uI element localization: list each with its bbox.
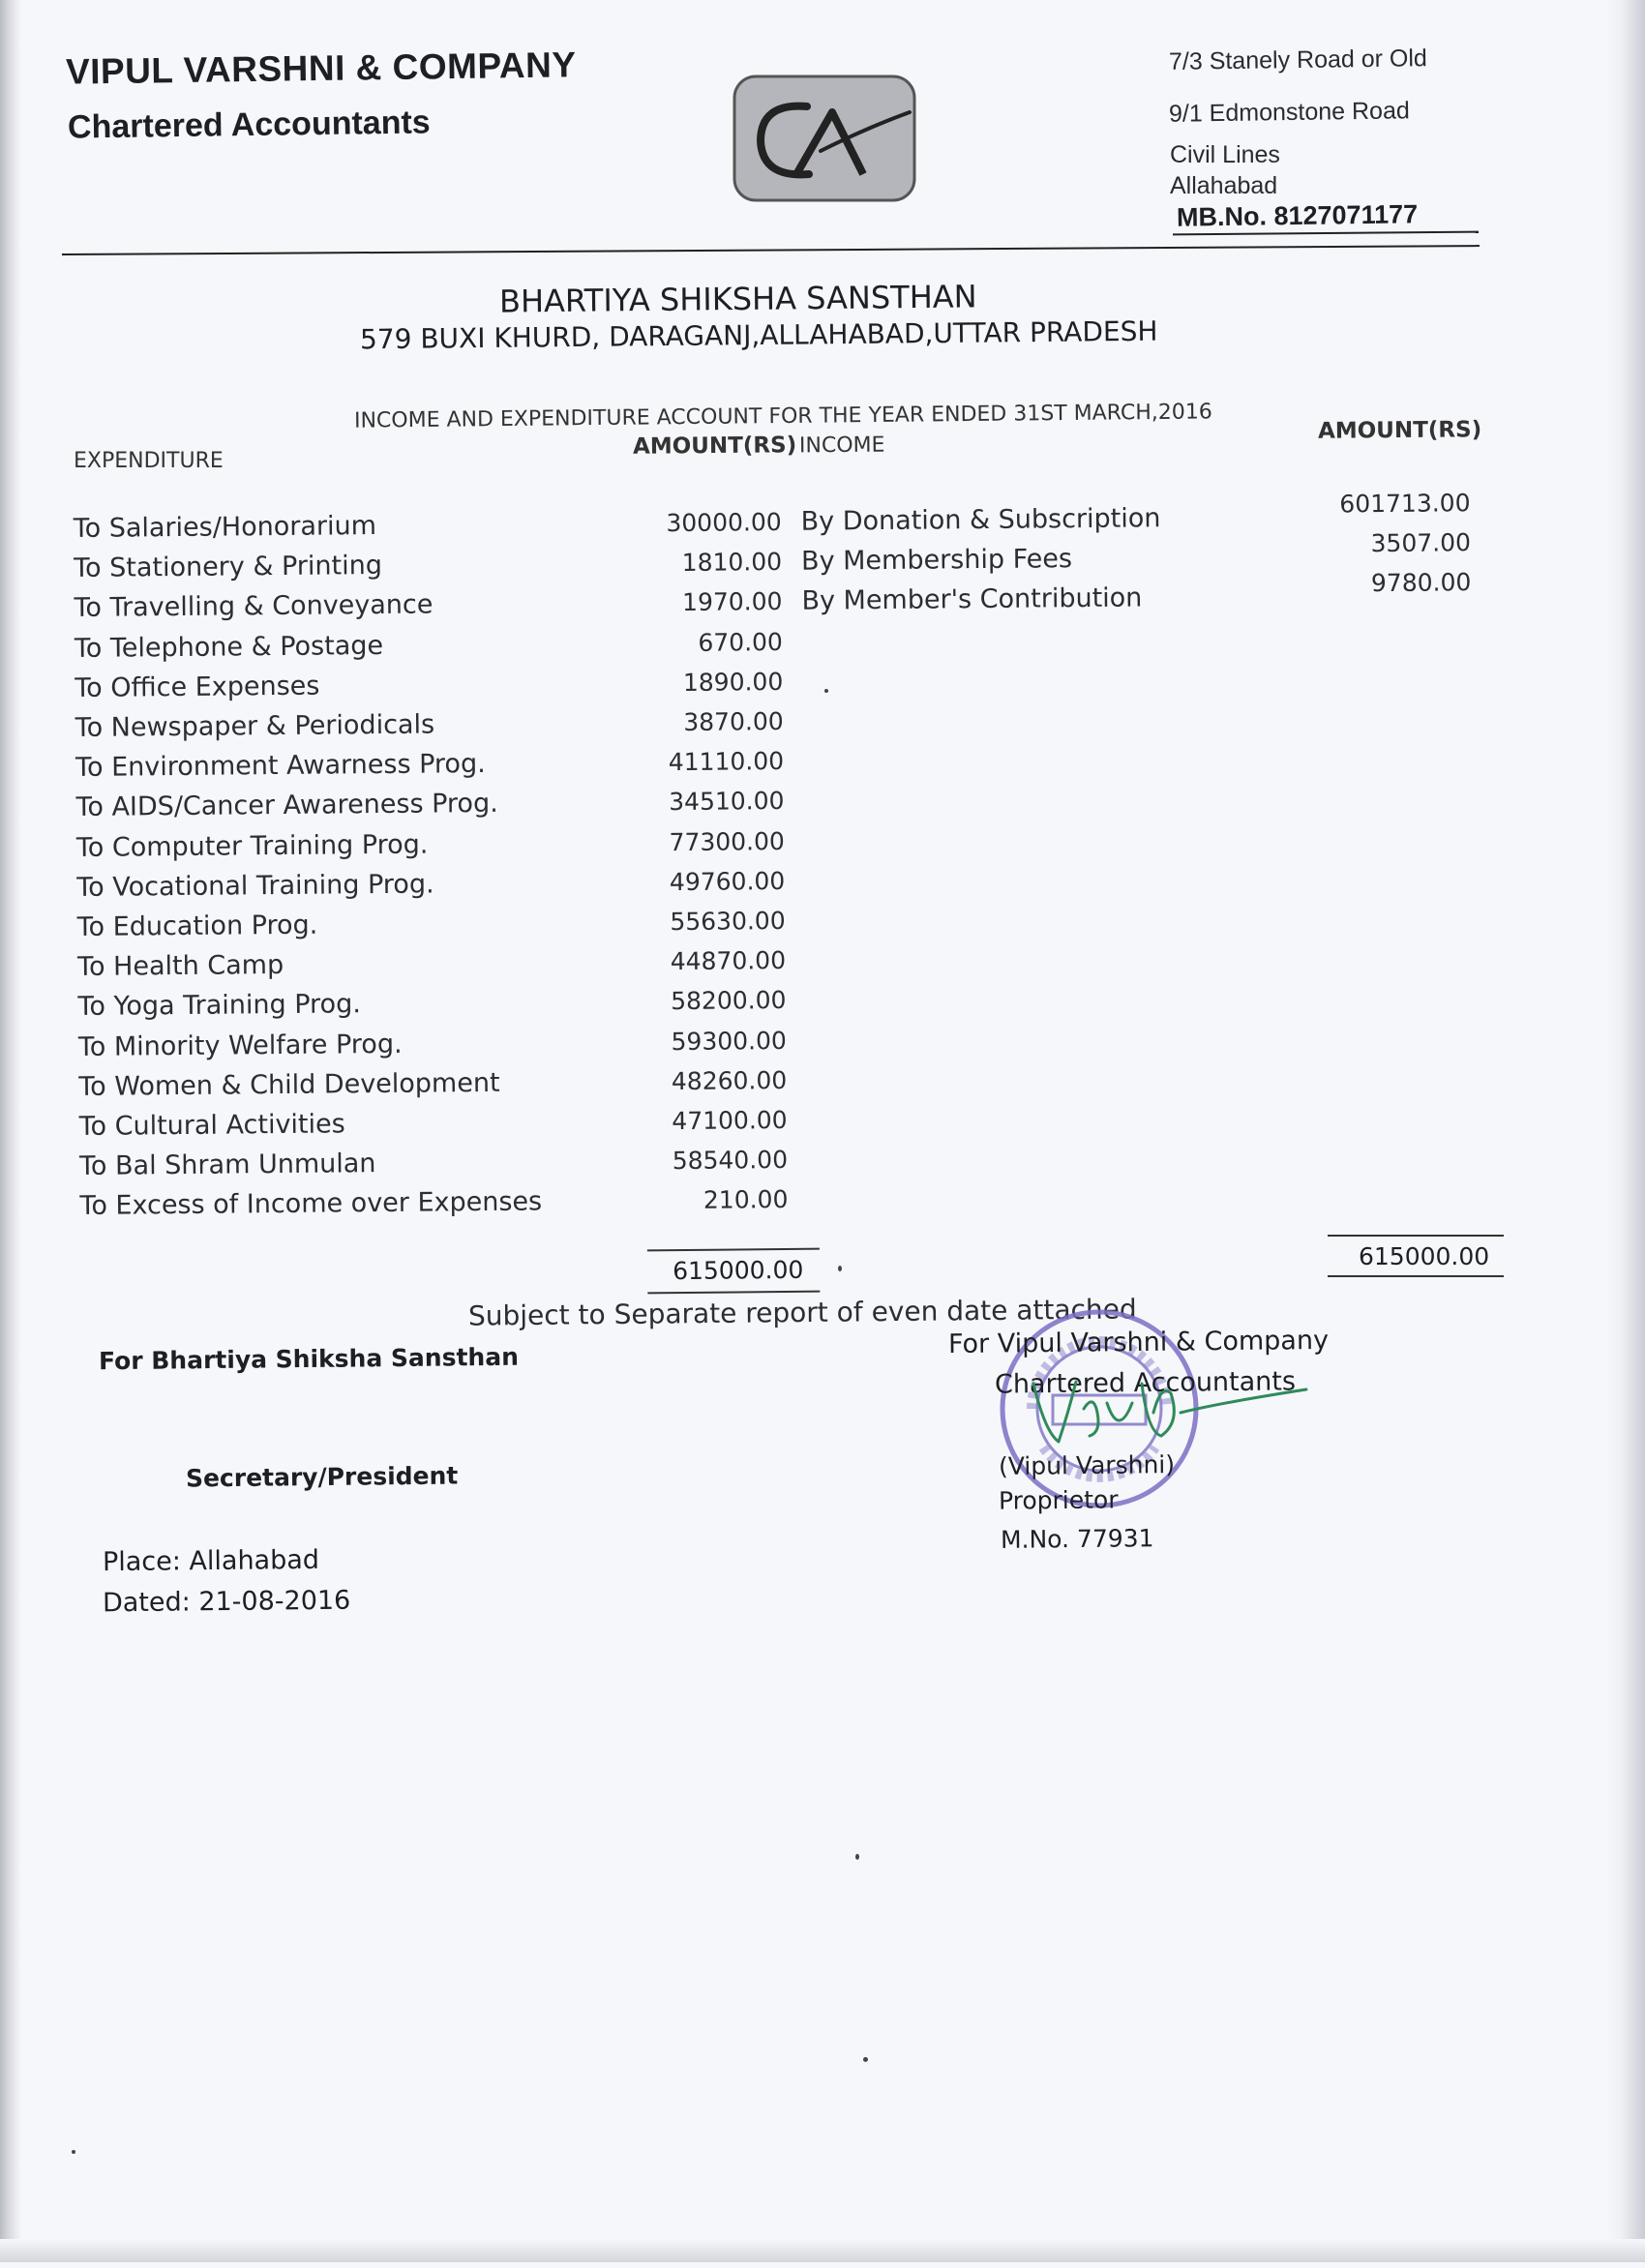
expenditure-item-label: To Computer Training Prog. (75, 829, 429, 864)
proprietor-name: (Vipul Varshni) (998, 1450, 1176, 1480)
scan-speck (72, 2150, 75, 2154)
address-line-1: 7/3 Stanely Road or Old (1168, 45, 1428, 75)
expenditure-item-label: To Women & Child Development (78, 1067, 500, 1102)
expenditure-item-label: To AIDS/Cancer Awareness Prog. (75, 788, 498, 823)
for-organization: For Bhartiya Shiksha Sansthan (98, 1342, 520, 1376)
statement-title: INCOME AND EXPENDITURE ACCOUNT FOR THE YEAR ENDED 31ST MARCH,2016 (353, 400, 1212, 433)
address-line-4: Allahabad (1170, 172, 1278, 199)
expenditure-item-label: To Telephone & Postage (74, 630, 384, 665)
place: Place: Allahabad (102, 1544, 320, 1578)
expenditure-item-label: To Excess of Income over Expenses (79, 1186, 543, 1221)
organization-signatory: Secretary/President (185, 1461, 459, 1493)
firm-type: Chartered Accountants (67, 104, 431, 146)
expenditure-item-label: To Salaries/Honorarium (73, 511, 377, 545)
income-item-amount: 601713.00 (1339, 489, 1471, 519)
expenditure-item-label: To Minority Welfare Prog. (77, 1029, 403, 1062)
total-income: 615000.00 (1359, 1242, 1490, 1270)
total-income-rule-top (1328, 1235, 1504, 1237)
address-line-3: Civil Lines (1170, 141, 1280, 168)
expenditure-item-amount: 41110.00 (668, 746, 785, 777)
expenditure-item-amount: 30000.00 (666, 507, 782, 538)
expenditure-item-amount: 77300.00 (669, 826, 786, 857)
expenditure-item-amount: 58200.00 (671, 985, 787, 1016)
income-item-label: By Member's Contribution (801, 582, 1143, 616)
scan-speck (824, 689, 828, 693)
expenditure-item-amount: 1890.00 (682, 667, 784, 697)
expenditure-item-amount: 48260.00 (671, 1065, 788, 1096)
expenditure-item-amount: 58540.00 (672, 1145, 789, 1176)
expenditure-item-amount: 55630.00 (670, 906, 786, 937)
expenditure-item-amount: 47100.00 (672, 1105, 788, 1136)
firm-designation: Chartered Accountants (994, 1366, 1297, 1400)
header-amount-expenditure: AMOUNT(RS) (632, 433, 797, 460)
expenditure-item-amount: 210.00 (703, 1184, 789, 1214)
total-expenditure-rule-top (647, 1248, 820, 1252)
expenditure-item-amount: 1970.00 (681, 586, 783, 616)
expenditure-item-label: To Cultural Activities (78, 1109, 345, 1142)
proprietor-title: Proprietor (998, 1485, 1119, 1515)
expenditure-item-label: To Health Camp (76, 949, 284, 983)
total-expenditure-rule-bottom (647, 1291, 820, 1295)
expenditure-item-label: To Newspaper & Periodicals (75, 709, 435, 744)
subject-note: Subject to Separate report of even date attached (467, 1293, 1137, 1332)
firm-name: VIPUL VARSHNI & COMPANY (65, 45, 577, 92)
header-expenditure: EXPENDITURE (74, 449, 224, 473)
expenditure-item-amount: 59300.00 (671, 1026, 787, 1057)
for-firm: For Vipul Varshni & Company (947, 1325, 1330, 1360)
scan-speck (855, 1854, 859, 1860)
income-item-label: By Donation & Subscription (800, 503, 1161, 537)
scan-speck (838, 1266, 842, 1271)
expenditure-item-amount: 44870.00 (670, 945, 787, 976)
expenditure-item-amount: 3870.00 (683, 706, 784, 736)
expenditure-item-amount: 670.00 (698, 627, 784, 657)
expenditure-item-label: To Travelling & Conveyance (74, 589, 434, 624)
total-expenditure: 615000.00 (672, 1255, 804, 1286)
expenditure-item-amount: 34510.00 (669, 786, 785, 817)
total-income-rule-bottom (1328, 1275, 1504, 1277)
header-income: INCOME (798, 433, 885, 459)
date: Dated: 21-08-2016 (102, 1585, 351, 1619)
scan-speck (863, 2057, 868, 2062)
expenditure-item-label: To Vocational Training Prog. (76, 869, 434, 904)
expenditure-item-label: To Yoga Training Prog. (77, 989, 361, 1022)
expenditure-item-amount: 49760.00 (669, 866, 786, 897)
expenditure-item-label: To Office Expenses (75, 671, 320, 704)
expenditure-item-label: To Bal Shram Unmulan (78, 1149, 376, 1181)
header-amount-income: AMOUNT(RS) (1317, 417, 1482, 444)
membership-number: M.No. 77931 (1000, 1524, 1154, 1554)
income-item-amount: 9780.00 (1370, 568, 1472, 598)
address-line-2: 9/1 Edmonstone Road (1168, 97, 1410, 128)
income-item-label: By Membership Fees (800, 544, 1073, 577)
expenditure-item-label: To Education Prog. (76, 910, 318, 943)
proprietor-signature (1026, 1355, 1316, 1461)
expenditure-item-label: To Stationery & Printing (73, 550, 383, 584)
organization-address: 579 BUXI KHURD, DARAGANJ,ALLAHABAD,UTTAR PRADESH (359, 314, 1158, 356)
expenditure-item-label: To Environment Awarness Prog. (75, 748, 486, 784)
expenditure-item-amount: 1810.00 (681, 547, 783, 577)
mobile-number: MB.No. 8127071177 (1176, 199, 1419, 232)
organization-name: BHARTIYA SHIKSHA SANSTHAN (498, 278, 977, 320)
income-item-amount: 3507.00 (1370, 528, 1472, 558)
